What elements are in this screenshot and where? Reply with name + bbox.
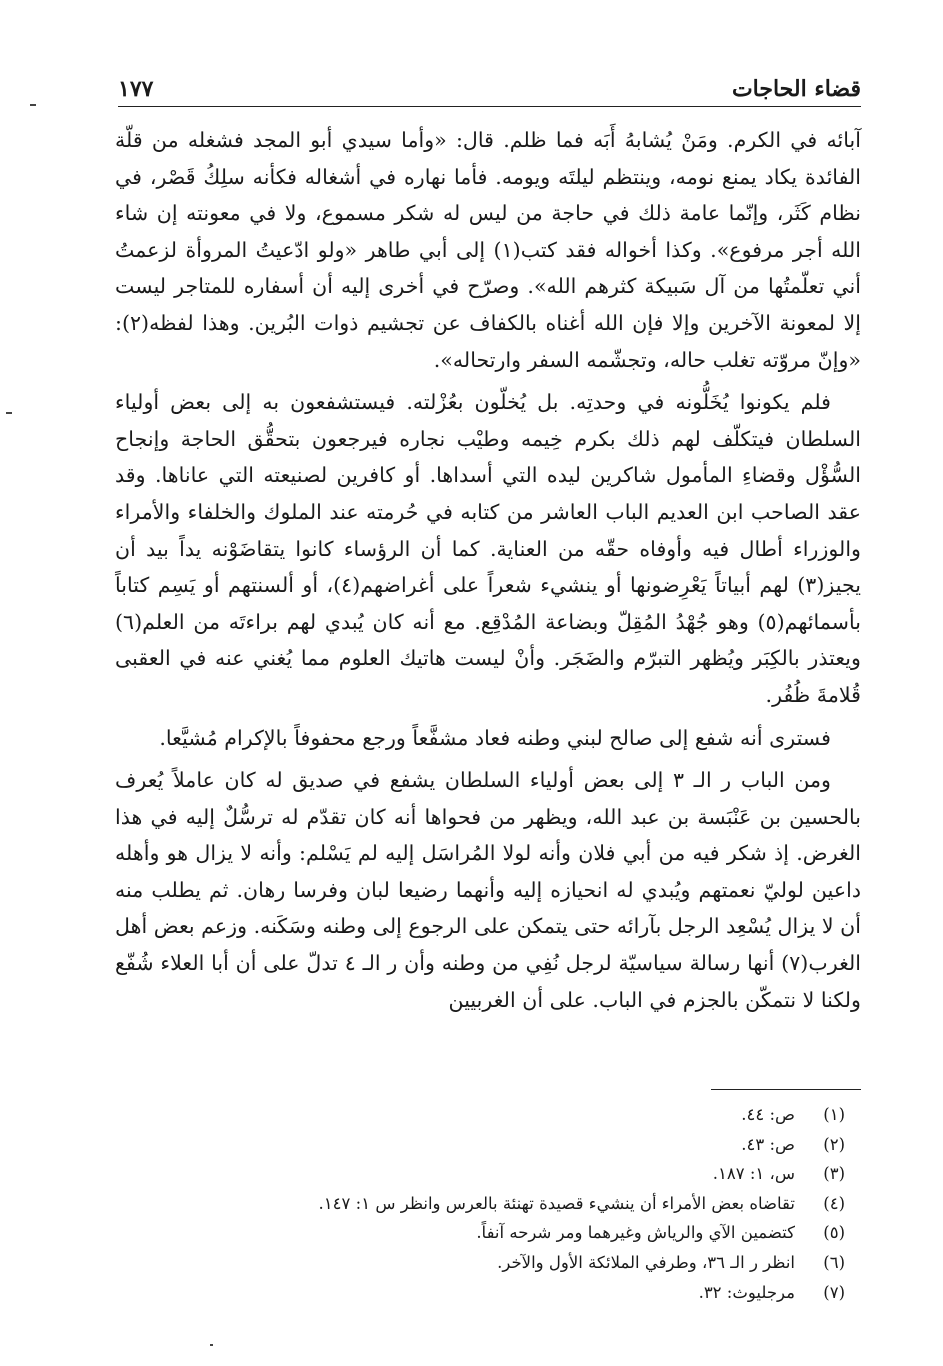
footnote-number: (٦) (823, 1252, 845, 1272)
footnote-text: مرجليوث: ٣٢. (698, 1282, 795, 1302)
footnote (115, 1218, 845, 1248)
paragraph: فلم يكونوا يُخَلُّونه في وحدتِه. بل يُخلّون بعُزْلته. فيستشفعون به إلى بعض أولياء السلطان فيتكلّف لهم ذلك بكرم خِيمه وطيْب نجاره فيرجعون بتحقُّق الحاجة وإنجاح السُّؤْل وقضاءِ المأمول شاكرين ليده التي أسداها. أو كافرين لصنيعته التي عاناها. وقد عقد الصاحب ابن العديم الباب العاشر من كتابه في حُرمته عند الملوك والخلفاء والأمراء والوزراء أطال فيه وأوفاه حقّه من العناية. كما أن الرؤساء كانوا يتقاضَوْنه يداً بيد أن يجيز(٣) لهم أبياتاً يَعْرِضونها أو ينشيء شعراً على أغراضهم(٤)، أو ألسنتهم أو يَسِم كتاباً بأسمائهم(٥) وهو جُهْدُ المُقِلّ وبضاعة المُدْقِع. مع أنه كان يُبدي لهم براءتَه من العلم(٦) ويعتذر بالكِبَر ويُظهر التبرّم والضَجَر. وأنْ ليست هاتيك العلوم مما يُغني عنه في العقبى قُلامةَ ظُفُر. (115, 390, 861, 707)
scan-mark (30, 104, 36, 106)
footnote (115, 1130, 845, 1160)
footnote (115, 1278, 845, 1308)
footnote-number: (٤) (823, 1193, 845, 1213)
running-title: قضاء الحاجات (731, 76, 861, 102)
footnote-text: ص: ٤٤. (741, 1105, 795, 1124)
footnote-number: (١) (823, 1105, 845, 1124)
footnote-text: ص: ٤٣. (741, 1134, 795, 1154)
page-number: ١٧٧ (118, 76, 154, 102)
footnote-text: س، ١: ١٨٧. (712, 1164, 795, 1184)
running-header (118, 64, 861, 107)
scan-mark (210, 1344, 213, 1346)
footnote-number: (٣) (823, 1164, 845, 1184)
footnote-number: (٥) (823, 1223, 845, 1243)
paragraph: آبائه في الكرم. ومَنْ يُشابهُ أَبَه فما ظلم. قال: «وأما سيدي أبو المجد فشغله من قلّة الفائدة يكاد يمنع نومه، وينتظم ليلتَه ويومه. فأما نهاره في أشغاله فكأنه سلِكُ قَصْر، في نظام كَثَر، وإنّما عامة ذلك في حاجة من ليس له شكر مسموع، ولا في معونته إن شاء الله أجر مرفوع». وكذا أخواله فقد كتب(١) إلى أبي طاهر «ولو ادّعيتُ المروأة لزعمتُ أني تعلّمتُها من آل سَبيكة كثرهم الله». وصرّح في أخرى إليه أن أسفاره للمتاجر ليست إلا لمعونة الآخرين وإلا فإن الله أغناه بالكفاف عن تجشيم ذوات البُرين. وهذا لفظه(٢): «وإنّ مروّته تغلب حاله، وتجشّمه السفر وارتحاله». (115, 128, 861, 372)
footnote-text: كتضمين الآي والرياش وغيرهما ومر شرحه آنفاً. (476, 1223, 795, 1243)
footnote (115, 1189, 845, 1219)
footnote-text: انظر ر الـ ٣٦، وطرفي الملائكة الأول والآخر. (497, 1252, 795, 1272)
body-text (115, 122, 861, 1024)
footnote-number: (٢) (823, 1134, 845, 1154)
paragraph: فسترى أنه شفع إلى صالح لبني وطنه فعاد مشفَّعاً ورجع محفوفاً بالإكرام مُشيَّعا. (159, 725, 831, 750)
scan-mark (6, 412, 12, 414)
footnote (115, 1100, 845, 1130)
footnote (115, 1159, 845, 1189)
footnotes-list (115, 1100, 845, 1307)
paragraph: ومن الباب ر الـ ٣ إلى بعض أولياء السلطان يشفع في صديق له كان عاملاً يُعرف بالحسين بن عَنْبَسة بن عبد الله، ويظهر من فحواها أنه كان تقدّم له ترسُّلٌ إليه في هذا الغرض. إذ شكر فيه من أبي فلان وأنه لولا المُراسَل إليه لم يَسْلم: وأنه لا يزال هو وأهله داعين لوليّ نعمتهم ويُبدي له انحيازه إليه وأنهما رضيعا لبان وفرسا رهان. ثم يطلب منه أن لا يزال يُسْعِد الرجل بآرائه حتى يتمكن على الرجوع إلى وطنه وسَكَنه. وزعم بعض أهل الغرب(٧) أنها رسالة سياسيّة لرجل نُفِي من وطنه وأن ر الـ ٤ تدلّ على أن أبا العلاء شُفّع ولكنا لا نتمكّن بالجزم في الباب. على أن الغربيين (115, 768, 861, 1012)
footnote-separator (711, 1089, 861, 1090)
footnote (115, 1248, 845, 1278)
footnote-text: تقاضاه بعض الأمراء أن ينشيء قصيدة تهنئة بالعرس وانظر س ١: ١٤٧. (318, 1193, 795, 1213)
footnote-number: (٧) (823, 1282, 845, 1302)
